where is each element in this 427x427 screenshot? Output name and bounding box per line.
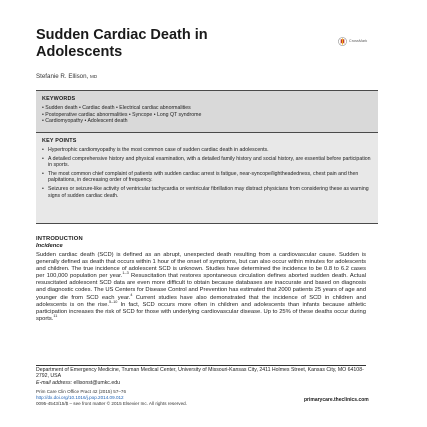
reference-superscript[interactable]: 5–10 bbox=[108, 299, 118, 304]
title-line-2: Adolescents bbox=[36, 44, 123, 60]
author-line bbox=[36, 73, 97, 80]
crossmark-badge[interactable] bbox=[338, 36, 367, 46]
article-title bbox=[36, 27, 336, 61]
keywords-line-1: • Sudden death • Cardiac death • Electrical cardiac abnormalities bbox=[42, 105, 191, 111]
reference-superscript[interactable]: 1–3 bbox=[122, 271, 129, 276]
intro-text-4: In fact, SCD occurs more often in children and adolescents than infants because athletic participation increases the risk of SCD for those with underlying cardiovascular disease. Up to 25% of these deaths occur during sports. bbox=[36, 301, 366, 322]
keywords-line-3: • Cardiomyopathy • Adolescent death bbox=[42, 118, 128, 125]
copyright-notice: 0095-4543/15/$ – see front matter © 2015 Elsevier Inc. All rights reserved. bbox=[36, 400, 187, 406]
journal-website[interactable]: primarycare.theclinics.com bbox=[304, 397, 369, 403]
key-point-item: • A detailed comprehensive history and physical examination, with a detailed family history and social history, are essential before participation in sports. bbox=[42, 156, 372, 169]
key-points-box bbox=[36, 132, 378, 224]
intro-text-3: Current studies have also demonstrated that the incidence of SCD in children and adolescents is on the rise. bbox=[36, 294, 366, 308]
key-point-item: • The most common chief complaint of patients with sudden cardiac arrest is fatigue, near-syncope/lightheadedness, chest pain and then palpitations, in decreasing order of frequency. bbox=[42, 171, 372, 184]
incidence-subheading: Incidence bbox=[36, 243, 63, 249]
footnote-divider bbox=[36, 365, 366, 366]
key-point-item: • Hypertrophic cardiomyopathy is the most common case of sudden cardiac death in adolescents. bbox=[42, 147, 372, 153]
introduction-paragraph bbox=[36, 252, 366, 323]
keywords-box bbox=[36, 90, 378, 136]
email-label: E-mail address: bbox=[36, 379, 73, 386]
doi-link[interactable]: http://dx.doi.org/10.1016/j.pop.2014.09.012 bbox=[36, 394, 124, 400]
keywords-line-2: • Postoperative cardiac abnormalities • Syncope • Long QT syndrome bbox=[42, 111, 202, 118]
intro-text-2: Resuscitation that restores spontaneous circulation defines aborted sudden death. Actual resuscitated adolescent SCD data are even more difficult to obtain because databases are inaccurate and based on diagnosis and diagnostic codes. The US Centers for Disease Control and Prevention has estimated that 2000 patients 25 years of age and younger die from SCD each year. bbox=[36, 273, 366, 301]
reference-superscript[interactable]: 11 bbox=[53, 313, 58, 318]
title-line-1: Sudden Cardiac Death in bbox=[36, 27, 208, 43]
key-points-heading: KEY POINTS bbox=[42, 138, 77, 144]
author-degree: MD bbox=[90, 74, 98, 79]
email-link[interactable]: ellisonst@umkc.edu bbox=[73, 379, 120, 386]
crossmark-label: CrossMark bbox=[349, 39, 368, 43]
author-affiliation bbox=[36, 367, 366, 386]
crossmark-icon bbox=[338, 37, 347, 46]
author-name: Stefanie R. Ellison, bbox=[36, 73, 89, 80]
introduction-heading: INTRODUCTION bbox=[36, 236, 83, 242]
intro-text-1: Sudden cardiac death (SCD) is defined as an abrupt, unexpected death resulting from a cardiovascular cause. Sudden is generally defined as death that occurs within 1 hour of the onset of symptoms, but can also occur within minutes for adolescents and children. The true incidence of adolescent SCD is unknown. Studies have determined the incidence to be 0.8 to 6.2 cases per 100,000 population per year. bbox=[36, 252, 366, 280]
keywords-heading: KEYWORDS bbox=[42, 96, 76, 102]
key-points-list bbox=[42, 147, 372, 199]
reference-superscript[interactable]: 4 bbox=[130, 292, 133, 297]
affiliation-text: Department of Emergency Medicine, Truman Medical Center, University of Missouri-Kansas City, 2411 Holmes Street, Kansas City, MO 64108-2792, USA bbox=[36, 367, 364, 380]
key-point-item: • Seizures or seizure-like activity of ventricular tachycardia or ventricular fibrillation may distract physicians from considering these as warning signs of sudden cardiac death. bbox=[42, 186, 372, 199]
journal-citation: Prim Care Clin Office Pract 42 (2015) 57–76 bbox=[36, 389, 127, 394]
